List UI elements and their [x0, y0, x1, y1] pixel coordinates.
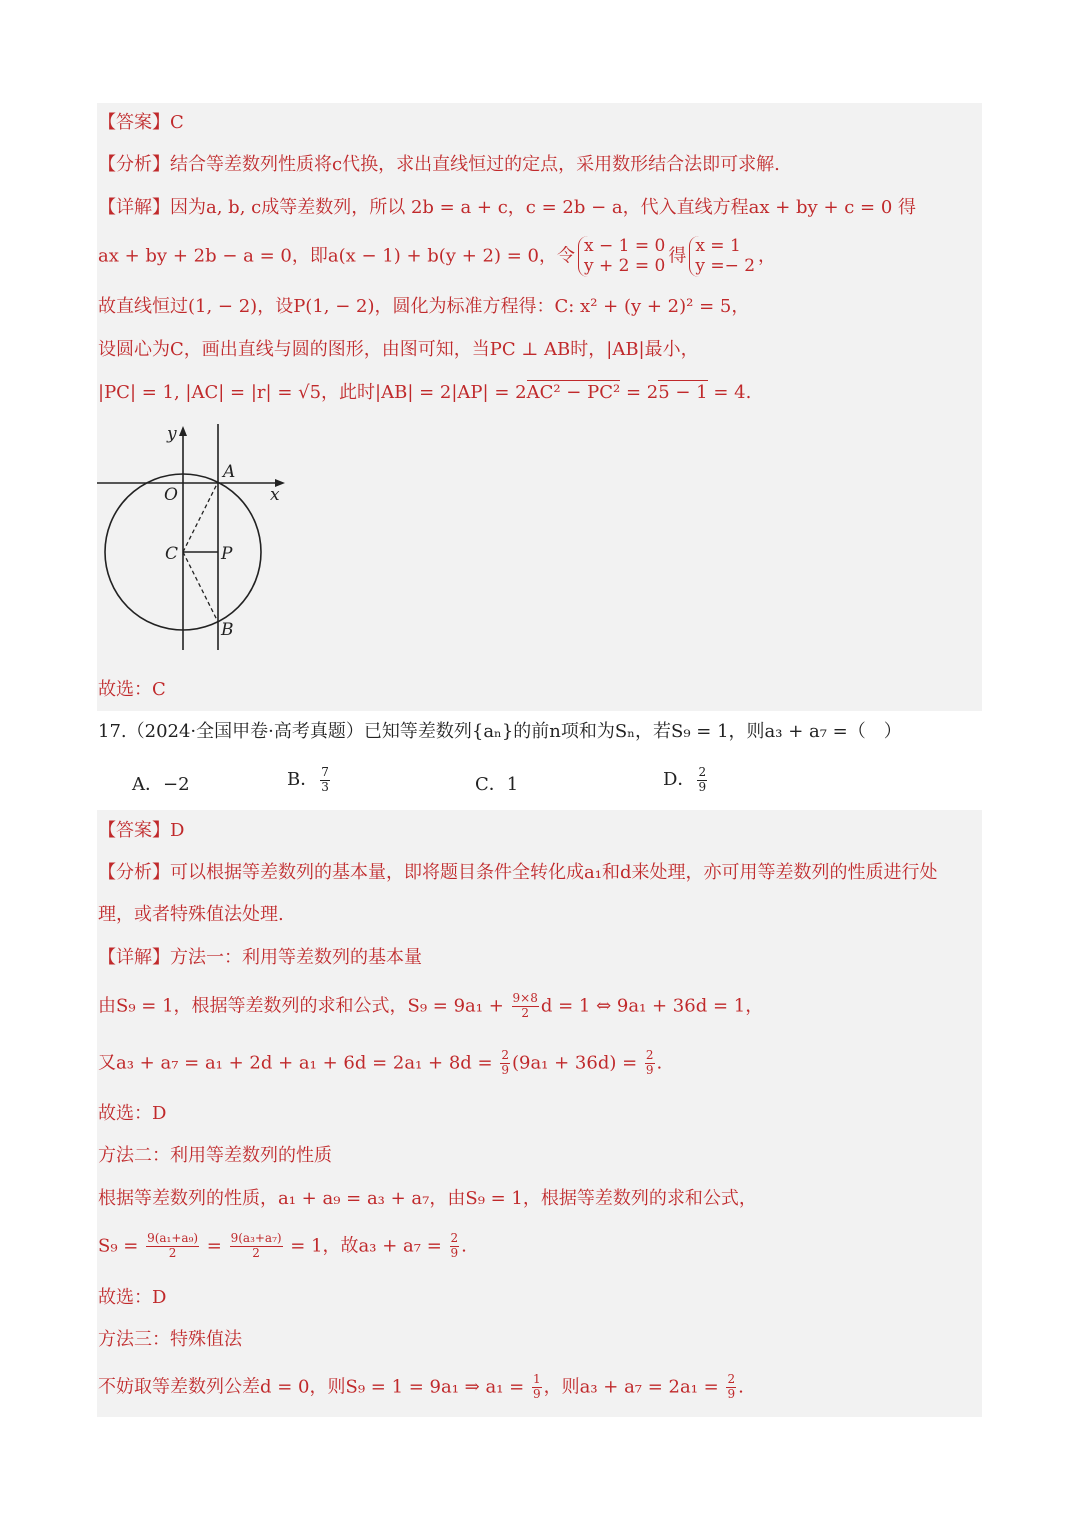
label-y: y [167, 424, 177, 444]
option-fraction [320, 766, 330, 795]
equation: y =− 2 [695, 256, 756, 277]
fraction [450, 1232, 460, 1261]
fraction [230, 1232, 283, 1261]
analysis-text: 可以根据等差数列的基本量，即将题目条件全转化成a₁和d来处理，亦可用等差数列的性质进行处 [170, 862, 938, 883]
detail-text: 不妨取等差数列公差d = 0，则S₉ = 1 = 9a₁ ⇒ a₁ = [98, 1376, 530, 1398]
detail-text: ，则a₃ + a₇ = 2a₁ = [543, 1376, 725, 1398]
detail-text: . [656, 1052, 663, 1074]
segment-cb [183, 552, 218, 622]
fraction [512, 992, 539, 1021]
answer-label: 【答案】 [98, 112, 170, 133]
fraction [726, 1373, 736, 1402]
q17-m2-line1: 根据等差数列的性质，a₁ + a₉ = a₃ + a₇，由S₉ = 1，根据等差数列的求和公式， [98, 1188, 757, 1209]
option-d[interactable] [663, 765, 709, 794]
detail-text: 由S₉ = 1，根据等差数列的求和公式，S₉ = 9a₁ + [98, 995, 510, 1017]
detail-label: 【详解】 [98, 197, 170, 218]
numerator: 2 [501, 1048, 509, 1062]
denominator: 2 [252, 1245, 260, 1260]
denominator: 2 [521, 1005, 530, 1020]
detail-text: 又a₃ + a₇ = a₁ + 2d + a₁ + 6d = 2a₁ + 8d = [98, 1052, 499, 1074]
q17-stem: 17.（2024·全国甲卷·高考真题）已知等差数列{aₙ}的前n项和为Sₙ，若S₉ = 1，则a₃ + a₇ =（ ） [98, 721, 902, 742]
detail-text: . [461, 1235, 467, 1257]
option-fraction [697, 766, 707, 795]
q16-detail-line5 [98, 384, 751, 402]
equation: y + 2 = 0 [583, 256, 666, 277]
denominator: 9 [532, 1386, 541, 1401]
q16-analysis [98, 156, 780, 174]
label-x: x [270, 485, 280, 505]
option-letter: B． [287, 769, 319, 790]
answer-label: 【答案】 [98, 820, 170, 841]
numerator: 7 [321, 764, 329, 779]
method-title: 方法一：利用等差数列的基本量 [170, 947, 422, 968]
q17-m2-line2 [98, 1232, 467, 1261]
equation-system-1 [578, 236, 665, 277]
detail-text: ax + by + 2b − a = 0，即a(x − 1) + b(y + 2) = 0，令 [98, 245, 575, 267]
detail-text: ， [758, 245, 777, 267]
option-value: 1 [506, 774, 519, 795]
denominator: 2 [168, 1245, 177, 1260]
detail-text: 因为a, b, c成等差数列，所以 2b = a + c，c = 2b − a，代入直线方程ax + by + c = 0 得 [170, 197, 917, 218]
answer-value: D [170, 820, 185, 841]
denominator: 9 [645, 1062, 654, 1077]
detail-text: = 1，故a₃ + a₇ = [284, 1235, 448, 1257]
q17-m3-line [98, 1373, 744, 1402]
option-value: −2 [163, 774, 190, 795]
denominator: 9 [501, 1062, 509, 1077]
detail-text: = [201, 1235, 228, 1257]
q17-method3-title: 方法三：特殊值法 [98, 1329, 242, 1350]
detail-text: d = 1 ⇔ 9a₁ + 36d = 1， [540, 995, 764, 1017]
option-letter: A． [132, 774, 163, 795]
answer-box-17 [97, 810, 982, 1417]
q16-detail-line3: 故直线恒过(1, − 2)，设P(1, − 2)，圆化为标准方程得：C: x² + (y + 2)² = 5， [98, 296, 750, 317]
sqrt-expression: AC² − PC² [526, 382, 621, 403]
y-axis-arrow [179, 426, 187, 436]
fraction [146, 1232, 199, 1261]
q16-conclusion: 故选：C [98, 679, 166, 700]
denominator: 9 [727, 1386, 736, 1401]
equation: x − 1 = 0 [583, 236, 666, 256]
detail-text: |PC| = 1, |AC| = |r| = √5，此时|AB| = 2|AP| = 2 [98, 382, 527, 403]
detail-text: (9a₁ + 36d) = [511, 1052, 643, 1074]
detail-text: = 2 [620, 382, 659, 403]
q17-m1-line1 [98, 992, 763, 1021]
numerator: 1 [532, 1372, 541, 1386]
sqrt-expression: 5 − 1 [658, 382, 708, 403]
numerator: 2 [645, 1048, 654, 1062]
q16-detail-line4: 设圆心为C，画出直线与圆的图形，由图可知，当PC ⊥ AB时，|AB|最小， [98, 339, 699, 360]
circle-line-figure [97, 422, 297, 657]
label-o: O [164, 485, 178, 505]
option-letter: C． [475, 774, 507, 795]
label-b: B [221, 620, 234, 640]
detail-label: 【详解】 [98, 947, 170, 968]
analysis-label: 【分析】 [98, 154, 170, 175]
detail-text: . [738, 1376, 744, 1398]
fraction [500, 1049, 510, 1078]
detail-text: S₉ = [98, 1235, 145, 1257]
q16-detail-line2 [98, 236, 776, 277]
q17-analysis-line2: 理，或者特殊值法处理. [98, 904, 284, 925]
q16-answer [98, 114, 184, 132]
answer-value: C [170, 112, 184, 133]
fraction [532, 1373, 542, 1402]
q17-answer [98, 822, 184, 840]
q17-method2-title: 方法二：利用等差数列的性质 [98, 1145, 332, 1166]
q17-analysis-line1 [98, 864, 937, 882]
option-b[interactable] [287, 765, 332, 794]
numerator: 9×8 [512, 991, 538, 1005]
denominator: 3 [321, 779, 329, 794]
numerator: 2 [450, 1231, 459, 1245]
fraction [645, 1049, 655, 1078]
analysis-text: 结合等差数列性质将c代换，求出直线恒过的定点，采用数形结合法即可求解. [170, 154, 780, 175]
q16-detail-line1 [98, 199, 916, 217]
numerator: 9(a₁+a₉) [147, 1231, 199, 1245]
numerator: 2 [698, 764, 707, 779]
option-a[interactable] [132, 770, 190, 796]
label-p: P [221, 544, 233, 564]
denominator: 9 [450, 1245, 459, 1260]
option-c[interactable] [475, 770, 518, 796]
analysis-label: 【分析】 [98, 862, 170, 883]
option-letter: D． [663, 769, 696, 790]
q17-conclusion1: 故选：D [98, 1103, 167, 1124]
detail-text: = 4. [707, 382, 752, 403]
segment-ca [183, 482, 218, 552]
q17-conclusion2: 故选：D [98, 1287, 167, 1308]
numerator: 2 [727, 1372, 736, 1386]
denominator: 9 [698, 779, 707, 794]
q17-method1-title [98, 949, 422, 967]
detail-text: 得 [668, 245, 687, 267]
q17-m1-line2 [98, 1049, 662, 1078]
equation: x = 1 [695, 236, 741, 256]
label-c: C [165, 544, 179, 564]
label-a: A [223, 462, 236, 482]
numerator: 9(a₃+a₇) [230, 1231, 282, 1245]
equation-system-2 [689, 236, 755, 277]
